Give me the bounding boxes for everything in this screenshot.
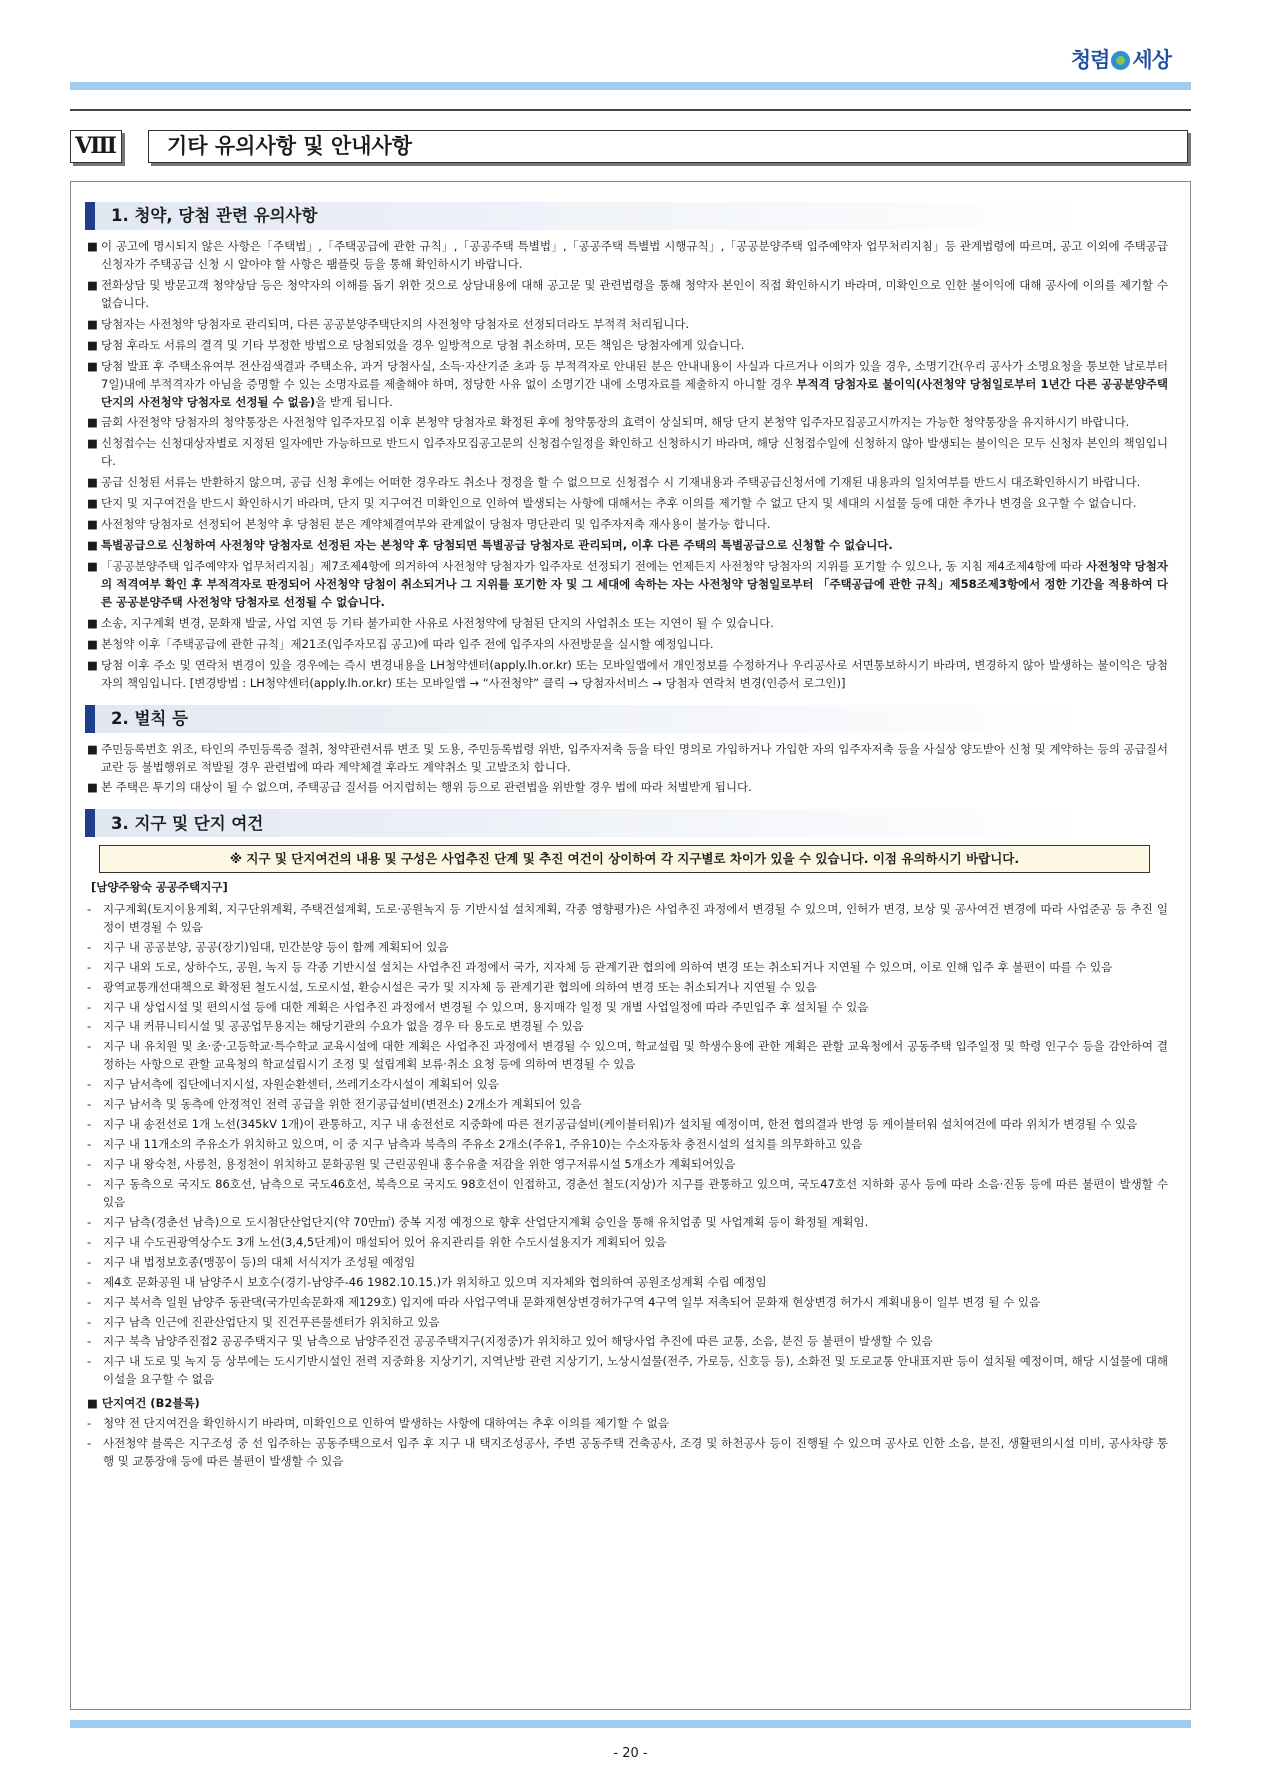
list-item	[87, 1234, 1168, 1252]
block-title: ■ 단지여건 (B2블록)	[87, 1396, 200, 1411]
item-text: 사전청약 블록은 지구조성 중 선 입주하는 공동주택으로서 입주 후 지구 내 택지조성공사, 주변 공동주택 건축공사, 조경 및 하천공사 등이 진행될 수 있으며 공사로 인한 소음, 분진, 생활편의시설 미비, 공사차량 통행 및 교통장애 등에 따른 불편이 발생할 수 있음	[103, 1436, 1168, 1469]
list-item	[87, 537, 1168, 555]
district-list	[71, 901, 1190, 1389]
list-item	[87, 238, 1168, 274]
list-item	[87, 1415, 1168, 1433]
list-item	[87, 474, 1168, 492]
list-item	[87, 959, 1168, 977]
list-item	[87, 1274, 1168, 1292]
item-text: 지구 내 커뮤니티시설 및 공공업무용지는 해당기관의 수요가 없을 경우 타 용도로 변경될 수 있음	[103, 1019, 584, 1034]
item-text: 공급 신청된 서류는 반환하지 않으며, 공급 신청 후에는 어떠한 경우라도 취소나 정정을 할 수 없으므로 신청접수 시 기재내용과 주택공급신청서에 기재된 내용과의 일치여부를 반드시 대조확인하시기 바랍니다.	[101, 475, 1141, 490]
list-item	[87, 1176, 1168, 1212]
item-text: 지구 남서측에 집단에너지시설, 자원순환센터, 쓰레기소각시설이 계획되어 있음	[103, 1077, 499, 1092]
list-item	[87, 277, 1168, 313]
bullet-square-icon: ■	[87, 316, 98, 331]
item-text: 금회 사전청약 당첨자의 청약통장은 사전청약 입주자모집 이후 본청약 당첨자로 확정된 후에 청약통장의 효력이 상실되며, 해당 단지 본청약 입주자모집공고시까지는 가능한 청약통장을 유지하시기 바랍니다.	[101, 415, 1130, 430]
bullet-square-icon: ■	[87, 559, 98, 573]
dash-icon: -	[87, 1214, 92, 1229]
item-text: 청약 전 단지여건을 확인하시기 바라며, 미확인으로 인하여 발생하는 사항에 대하여는 추후 이의를 제기할 수 없음	[103, 1416, 669, 1431]
item-text: 당첨자는 사전청약 당첨자로 관리되며, 다른 공공분양주택단지의 사전청약 당첨자로 선정되더라도 부적격 처리됩니다.	[101, 316, 690, 331]
list-item	[87, 999, 1168, 1017]
dash-icon: -	[87, 1274, 92, 1289]
item-text: 신청접수는 신청대상자별로 지정된 일자에만 가능하므로 반드시 입주자모집공고문의 신청접수일정을 확인하고 신청하시기 바라며, 해당 신청접수일에 신청하지 않아 발생되는 불이익은 모두 신청자 본인의 책임입니다.	[101, 436, 1168, 469]
item-text: 전화상담 및 방문고객 청약상담 등은 청약자의 이해를 돕기 위한 것으로 상담내용에 대해 공고문 및 관련법령을 통해 청약자 본인이 직접 확인하시기 바라며, 미확인으로 인한 불이익에 대해 공사에 이의를 제기할 수 없습니다.	[101, 277, 1168, 310]
list-item	[87, 1038, 1168, 1074]
list-item	[87, 558, 1168, 612]
dash-icon: -	[87, 1334, 92, 1349]
item-text: 단지 및 지구여건을 반드시 확인하시기 바라며, 단지 및 지구여건 미확인으로 인하여 발생되는 사항에 대해서는 추후 이의를 제기할 수 없고 단지 및 세대의 시설물 등에 대한 추가나 변경을 요구할 수 없습니다.	[101, 496, 1137, 511]
bullet-square-icon: ■	[87, 475, 98, 490]
dash-icon: -	[87, 1416, 92, 1431]
list-item	[87, 901, 1168, 937]
item-text: 당첨 발표 후 주택소유여부 전산검색결과 주택소유, 과거 당첨사실, 소득·자산기준 초과 등 부적격자로 안내된 분은 안내내용이 사실과 다르거나 이의가 있을 경우, 소명기간(우리 공사가 소명요청을 통보한 날로부터 7일)내에 부적격자가 아님을 증명할 수 있는 소명자료를 제출해야 하며, 정당한 사유 없이 소명기간 내에 소명자료를 제출하지 아니할 경우	[101, 358, 1168, 391]
logo-text-pre: 청렴	[1070, 48, 1110, 72]
list-item	[87, 636, 1168, 654]
item-text: 지구 남서측 및 동측에 안정적인 전력 공급을 위한 전기공급설비(변전소) 2개소가 계획되어 있음	[103, 1097, 582, 1112]
dash-icon: -	[87, 979, 92, 994]
list-item	[87, 1214, 1168, 1232]
dash-icon: -	[87, 1354, 92, 1369]
list-item	[87, 1254, 1168, 1272]
list-item	[87, 1333, 1168, 1351]
dash-icon: -	[87, 1019, 92, 1034]
item-text: 지구 동측으로 국지도 86호선, 남측으로 국도46호선, 북측으로 국지도 98호선이 인접하고, 경춘선 철도(지상)가 지구를 관통하고 있으며, 국도47호선 지하화 공사 등에 따라 소음·진동 등에 따른 불편이 발생할 수 있음	[103, 1176, 1168, 1209]
bullet-square-icon: ■	[87, 277, 98, 292]
block-list	[71, 1415, 1190, 1471]
logo-circle-icon	[1111, 51, 1130, 70]
item-text: 지구계획(토지이용계획, 지구단위계획, 주택건설계획, 도로·공원녹지 등 기반시설 설치계획, 각종 영향평가)은 사업추진 과정에서 변경될 수 있으며, 인허가 변경, 보상 및 공사여건 변경에 따라 사업준공 등 추진 일정이 변경될 수 있음	[103, 901, 1168, 934]
item-text: 광역교통개선대책으로 확정된 철도시설, 도로시설, 환승시설은 국가 및 지자체 등 관계기관 협의에 의하여 변경 또는 취소되거나 지연될 수 있음	[103, 979, 817, 994]
list-item	[87, 1116, 1168, 1134]
section-1-list	[71, 238, 1190, 693]
item-text: 지구 내 상업시설 및 편의시설 등에 대한 계획은 사업추진 과정에서 변경될 수 있으며, 용지매각 일정 및 개별 사업일정에 따라 주민입주 후 설치될 수 있음	[103, 999, 869, 1014]
item-text: 소송, 지구계획 변경, 문화재 발굴, 사업 지연 등 기타 불가피한 사유로 사전청약에 당첨된 단지의 사업취소 또는 지연이 될 수 있습니다.	[101, 615, 774, 630]
bullet-square-icon: ■	[87, 358, 98, 373]
list-item	[87, 316, 1168, 334]
item-text: 당첨 이후 주소 및 연락처 변경이 있을 경우에는 즉시 변경내용을 LH청약센터(apply.lh.or.kr) 또는 모바일앱에서 개인정보를 수정하거나 우리공사로 서면통보하시기 바라며, 변경하지 않아 발생하는 불이익은 당첨자의 책임입니다. [변경방법 : LH청약센터(apply.lh.or.kr) 또는 모바일앱 → “사전청약” 클릭 → 당첨자서비스 → 당첨자 연락처 변경(인증서 로그인)]	[101, 657, 1168, 690]
dash-icon: -	[87, 1294, 92, 1309]
item-bold-text: 특별공급으로 신청하여 사전청약 당첨자로 선정된 자는 본청약 후 당첨되면 특별공급 당첨자로 관리되며, 이후 다른 주택의 특별공급으로 신청할 수 없습니다.	[101, 538, 893, 553]
dash-icon: -	[87, 999, 92, 1014]
dash-icon: -	[87, 1117, 92, 1132]
dash-icon: -	[87, 1254, 92, 1269]
bullet-square-icon: ■	[87, 415, 98, 430]
item-text: 지구 내외 도로, 상하수도, 공원, 녹지 등 각종 기반시설 설치는 사업추진 과정에서 국가, 지자체 등 관계기관 협의에 의하여 변경 또는 취소되거나 지연될 수 있으며, 이로 인해 입주 후 불편이 따를 수 있음	[103, 959, 1113, 974]
section-3-heading: 3. 지구 및 단지 여건	[85, 809, 1085, 837]
dash-icon: -	[87, 1314, 92, 1329]
bullet-square-icon: ■	[87, 436, 98, 451]
list-item	[87, 779, 1168, 797]
bullet-square-icon: ■	[87, 615, 98, 630]
list-item	[87, 657, 1168, 693]
dash-icon: -	[87, 1039, 92, 1054]
chapter-number: Ⅷ	[70, 130, 122, 163]
bullet-square-icon: ■	[87, 239, 98, 253]
section-2-heading: 2. 벌칙 등	[85, 705, 1085, 733]
section-2-list	[71, 741, 1190, 798]
item-bold-text: 사전청약 당첨자의 적격여부 확인 후 부적격자로 판정되어 사전청약 당첨이 취소되거나 그 지위를 포기한 자 및 그 세대에 속하는 자는 사전청약 당첨일로부터 「주택공급에 관한 규칙」제58조제3항에서 정한 기간을 적용하여 다른 공공분양주택 사전청약 당첨자로 선정될 수 없습니다.	[101, 559, 1168, 609]
chapter-title: 기타 유의사항 및 안내사항	[148, 130, 1188, 163]
dash-icon: -	[87, 1176, 92, 1191]
bullet-square-icon: ■	[87, 337, 98, 352]
item-text: 지구 북측 남양주진접2 공공주택지구 및 남측으로 남양주진건 공공주택지구(지정중)가 위치하고 있어 해당사업 추진에 따른 교통, 소음, 분진 등 불편이 발생할 수 있음	[103, 1334, 933, 1349]
bullet-square-icon: ■	[87, 538, 98, 553]
item-text: 사전청약 당첨자로 선정되어 본청약 후 당첨된 분은 계약체결여부와 관계없이 당첨자 명단관리 및 입주자저축 재사용이 불가능 합니다.	[101, 517, 771, 532]
list-item	[87, 1314, 1168, 1332]
district-notice: ※ 지구 및 단지여건의 내용 및 구성은 사업추진 단계 및 추진 여건이 상이하여 각 지구별로 차이가 있을 수 있습니다. 이점 유의하시기 바랍니다.	[99, 845, 1150, 873]
item-text: 지구 내 왕숙천, 사릉천, 용정천이 위치하고 문화공원 및 근린공원내 홍수유출 저감을 위한 영구저류시설 5개소가 계획되어있음	[103, 1157, 736, 1171]
top-rule	[70, 109, 1191, 111]
dash-icon: -	[87, 1436, 92, 1451]
dash-icon: -	[87, 1234, 92, 1249]
section-1-heading: 1. 청약, 당첨 관련 유의사항	[85, 202, 1085, 230]
bullet-square-icon: ■	[87, 741, 98, 756]
item-text: 주민등록번호 위조, 타인의 주민등록증 절취, 청약관련서류 변조 및 도용, 주민등록법령 위반, 입주자저축 등을 타인 명의로 가입하거나 가입한 자의 입주자저축 등을 사실상 양도받아 신청 및 계약하는 등의 공급질서 교란 등 불법행위로 적발될 경우 관련법에 따라 계약체결 후라도 계약취소 및 고발조치 합니다.	[101, 741, 1168, 774]
item-text: 지구 내 수도권광역상수도 3개 노선(3,4,5단계)이 매설되어 있어 유지관리를 위한 수도시설용지가 계획되어 있음	[103, 1234, 667, 1249]
district-title: [남양주왕숙 공공주택지구]	[91, 879, 228, 894]
bottom-band	[70, 1720, 1191, 1728]
dash-icon: -	[87, 959, 92, 974]
dash-icon: -	[87, 1137, 92, 1152]
list-item	[87, 337, 1168, 355]
bullet-square-icon: ■	[87, 657, 98, 672]
list-item	[87, 979, 1168, 997]
list-item	[87, 1156, 1168, 1174]
page-number: - 20 -	[613, 1746, 648, 1761]
item-text: 지구 내 공공분양, 공공(장기)임대, 민간분양 등이 함께 계획되어 있음	[103, 939, 449, 954]
item-text: 본 주택은 투기의 대상이 될 수 없으며, 주택공급 질서를 어지럽히는 행위 등으로 관련법을 위반할 경우 법에 따라 처벌받게 됩니다.	[101, 780, 752, 795]
dash-icon: -	[87, 1157, 92, 1171]
item-text: 지구 내 도로 및 녹지 등 상부에는 도시기반시설인 전력 지중화용 지상기기, 지역난방 관련 지상기기, 노상시설물(전주, 가로등, 신호등 등), 소화전 및 도로교통 안내표지판 등이 설치될 예정이며, 해당 시설물에 대해 이설을 요구할 수 없음	[103, 1354, 1168, 1387]
dash-icon: -	[87, 939, 92, 954]
item-text-tail: 을 받게 됩니다.	[315, 394, 393, 409]
item-text: 「공공분양주택 입주예약자 업무처리지침」제7조제4항에 의거하여 사전청약 당첨자가 입주자로 선정되기 전에는 언제든지 사전청약 당첨자의 지위를 포기할 수 있으나, 동 지침 제4조제4항에 따라	[101, 559, 1087, 573]
list-item	[87, 516, 1168, 534]
logo	[1071, 44, 1171, 77]
dash-icon: -	[87, 1097, 92, 1112]
item-text: 제4호 문화공원 내 남양주시 보호수(경기-남양주-46 1982.10.15.)가 위치하고 있으며 지자체와 협의하여 공원조성계획 수립 예정임	[103, 1274, 767, 1289]
item-text: 이 공고에 명시되지 않은 사항은「주택법」,「주택공급에 관한 규칙」,「공공주택 특별법」,「공공주택 특별법 시행규칙」,「공공분양주택 입주예약자 업무처리지침」등 관계법령에 따르며, 공고 이외에 주택공급 신청자가 주택공급 신청 시 알아야 할 사항은 팸플릿 등을 통해 확인하시기 바랍니다.	[101, 239, 1168, 271]
dash-icon: -	[87, 1077, 92, 1092]
item-text: 지구 남측(경춘선 남측)으로 도시첨단산업단지(약 70만㎡) 중복 지정 예정으로 향후 산업단지계획 승인을 통해 유치업종 및 사업계획 등이 확정될 계획임.	[103, 1214, 869, 1229]
bullet-square-icon: ■	[87, 636, 98, 651]
bullet-square-icon: ■	[87, 780, 98, 795]
item-text: 본청약 이후「주택공급에 관한 규칙」제21조(입주자모집 공고)에 따라 입주 전에 입주자의 사전방문을 실시할 예정입니다.	[101, 636, 714, 651]
dash-icon: -	[87, 901, 92, 916]
logo-text-post: 세상	[1132, 48, 1171, 72]
item-text: 지구 내 법정보호종(맹꽁이 등)의 대체 서식지가 조성될 예정임	[103, 1254, 416, 1269]
item-text: 지구 북서측 일원 남양주 동관댁(국가민속문화재 제129호) 입지에 따라 사업구역내 문화재현상변경허가구역 4구역 일부 저촉되어 문화재 현상변경 허가시 계획내용이 일부 변경 될 수 있음	[103, 1294, 1041, 1309]
item-bold-text: 부적격 당첨자로 불이익(사전청약 당첨일로부터 1년간 다른 공공분양주택단지의 사전청약 당첨자로 선정될 수 없음)	[101, 376, 1169, 409]
list-item	[87, 1435, 1168, 1471]
list-item	[87, 1096, 1168, 1114]
item-text: 지구 남측 인근에 진관산업단지 및 진건푸른물센터가 위치하고 있음	[103, 1314, 440, 1329]
item-text: 당첨 후라도 서류의 결격 및 기타 부정한 방법으로 당첨되었을 경우 일방적으로 당첨 취소하며, 모든 책임은 당첨자에게 있습니다.	[101, 337, 745, 352]
list-item	[87, 358, 1168, 412]
list-item	[87, 495, 1168, 513]
list-item	[87, 414, 1168, 432]
list-item	[87, 1076, 1168, 1094]
content-box	[70, 181, 1191, 1710]
list-item	[87, 939, 1168, 957]
list-item	[87, 1136, 1168, 1154]
bullet-square-icon: ■	[87, 496, 98, 511]
list-item	[87, 1294, 1168, 1312]
item-text: 지구 내 유치원 및 초·중·고등학교·특수학교 교육시설에 대한 계획은 사업추진 과정에서 변경될 수 있으며, 학교설립 및 학생수용에 관한 계획은 관할 교육청에서 공동주택 입주일정 및 학령 인구수 등을 감안하여 결정하는 사항으로 관할 교육청의 학교설립시기 조정 및 설립계획 보류·취소 요청 등에 의하여 변경될 수 있음	[103, 1039, 1168, 1072]
item-text: 지구 내 11개소의 주유소가 위치하고 있으며, 이 중 지구 남측과 북측의 주유소 2개소(주유1, 주유10)는 수소자동차 충전시설의 설치를 의무화하고 있음	[103, 1137, 863, 1152]
top-band	[70, 82, 1191, 90]
item-text: 지구 내 송전선로 1개 노선(345kV 1개)이 관통하고, 지구 내 송전선로 지중화에 따른 전기공급설비(케이블터워)가 설치될 예정이며, 한전 협의결과 반영 등 케이블터워 설치여건에 따라 위치가 변경될 수 있음	[103, 1117, 1138, 1132]
list-item	[87, 1353, 1168, 1389]
list-item	[87, 741, 1168, 777]
list-item	[87, 435, 1168, 471]
bullet-square-icon: ■	[87, 517, 98, 532]
list-item	[87, 615, 1168, 633]
list-item	[87, 1018, 1168, 1036]
